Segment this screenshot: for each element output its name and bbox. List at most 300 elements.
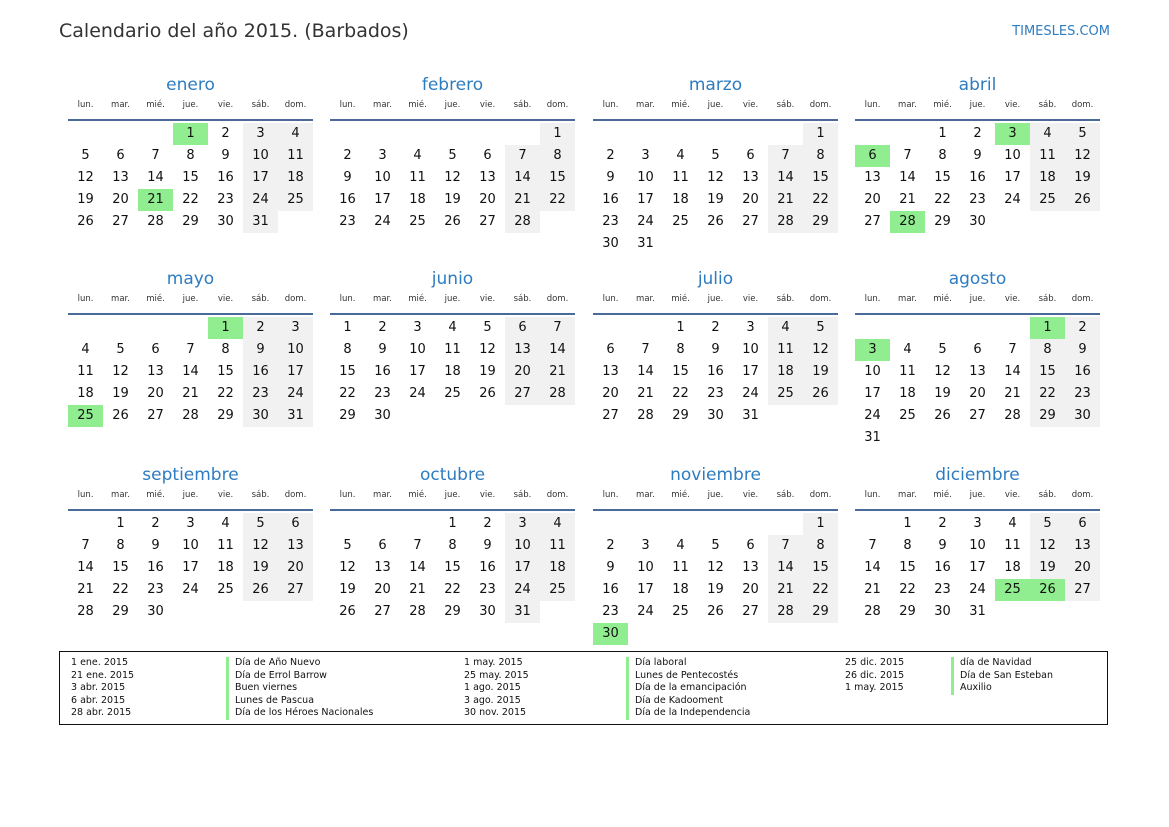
day-cell: 4 — [221, 516, 230, 531]
day-cell: 29 — [803, 601, 838, 623]
day-cell: 14 — [77, 560, 94, 575]
day-cell: 8 — [221, 342, 230, 357]
day-cell: 18 — [768, 361, 803, 383]
day-cell: 20 — [969, 386, 986, 401]
day-cell: 12 — [707, 560, 724, 575]
day-cell: 20 — [374, 582, 391, 597]
day-cell: 19 — [803, 361, 838, 383]
day-cell: 9 — [343, 170, 352, 185]
day-cell: 30 — [969, 214, 986, 229]
weekday-header — [330, 96, 575, 119]
weekday-label: mié. — [933, 490, 952, 500]
day-cell: 12 — [803, 339, 838, 361]
day-cell: 23 — [217, 192, 234, 207]
legend-holiday-name: Día de Errol Barrow — [235, 669, 327, 681]
day-cell: 3 — [746, 320, 755, 335]
month-name: diciembre — [935, 465, 1020, 485]
day-cell: 3 — [278, 317, 313, 339]
day-cell: 28 — [182, 408, 199, 423]
weekday-label: vie. — [1004, 490, 1021, 500]
day-cell: 21 — [864, 582, 881, 597]
day-cell: 18 — [444, 364, 461, 379]
day-grid — [593, 509, 838, 647]
day-cell: 26 — [112, 408, 129, 423]
day-cell: 3 — [186, 516, 195, 531]
weekday-label: sáb. — [251, 100, 270, 110]
day-cell: 19 — [707, 582, 724, 597]
day-cell: 19 — [934, 386, 951, 401]
weekday-label: sáb. — [1038, 100, 1057, 110]
holiday-day-cell: 26 — [1030, 579, 1065, 601]
holiday-day-cell: 21 — [138, 189, 173, 211]
legend-date: 1 ene. 2015 — [71, 657, 128, 668]
day-cell: 3 — [505, 513, 540, 535]
day-cell: 29 — [803, 211, 838, 233]
day-cell: 17 — [864, 386, 881, 401]
day-cell: 23 — [602, 604, 619, 619]
day-cell: 2 — [1065, 317, 1100, 339]
day-cell: 31 — [278, 405, 313, 427]
day-cell: 15 — [1030, 361, 1065, 383]
day-cell: 21 — [409, 582, 426, 597]
day-cell: 2 — [151, 516, 160, 531]
day-cell: 12 — [934, 364, 951, 379]
day-cell: 10 — [243, 145, 278, 167]
weekday-label: jue. — [707, 294, 724, 304]
month-octubre — [330, 464, 575, 625]
day-cell: 21 — [1004, 386, 1021, 401]
weekday-header — [330, 486, 575, 509]
day-cell: 1 — [803, 123, 838, 145]
day-cell: 9 — [973, 148, 982, 163]
day-cell: 1 — [803, 513, 838, 535]
day-cell: 20 — [1065, 557, 1100, 579]
month-name: enero — [166, 75, 215, 95]
month-name: septiembre — [142, 465, 239, 485]
legend-holiday-name: Día de la Independencia — [635, 707, 751, 718]
holiday-day-cell: 1 — [173, 123, 208, 145]
legend-holiday-name: Lunes de Pentecostés — [635, 669, 739, 681]
day-cell: 10 — [409, 342, 426, 357]
day-cell: 20 — [742, 582, 759, 597]
day-cell: 27 — [864, 214, 881, 229]
day-cell: 28 — [540, 383, 575, 405]
weekday-label: dom. — [546, 490, 569, 500]
day-cell: 13 — [1065, 535, 1100, 557]
day-cell: 18 — [672, 582, 689, 597]
day-cell: 5 — [1030, 513, 1065, 535]
day-cell: 17 — [1004, 170, 1021, 185]
day-cell: 11 — [409, 170, 426, 185]
day-cell: 22 — [112, 582, 129, 597]
day-cell: 11 — [444, 342, 461, 357]
day-cell: 12 — [339, 560, 356, 575]
day-cell: 29 — [182, 214, 199, 229]
day-cell: 12 — [243, 535, 278, 557]
weekday-label: mié. — [146, 294, 165, 304]
weekday-label: mié. — [408, 294, 427, 304]
day-cell: 24 — [374, 214, 391, 229]
day-cell: 8 — [186, 148, 195, 163]
day-cell: 24 — [505, 579, 540, 601]
legend-date: 28 abr. 2015 — [71, 707, 132, 718]
weekday-header — [593, 486, 838, 509]
day-cell: 26 — [934, 408, 951, 423]
day-cell: 30 — [479, 604, 496, 619]
day-cell: 28 — [864, 604, 881, 619]
weekday-label: mié. — [408, 100, 427, 110]
weekday-label: sáb. — [513, 294, 532, 304]
site-link[interactable]: TIMESLES.COM — [1012, 24, 1110, 39]
day-cell: 23 — [969, 192, 986, 207]
day-cell: 18 — [217, 560, 234, 575]
day-cell: 25 — [1030, 189, 1065, 211]
day-cell: 7 — [768, 535, 803, 557]
day-cell: 30 — [934, 604, 951, 619]
weekday-label: sáb. — [251, 490, 270, 500]
day-cell: 15 — [899, 560, 916, 575]
legend-date: 1 may. 2015 — [464, 657, 523, 668]
weekday-label: vie. — [742, 490, 759, 500]
day-cell: 16 — [217, 170, 234, 185]
weekday-label: dom. — [1071, 100, 1094, 110]
day-cell: 30 — [374, 408, 391, 423]
day-cell: 15 — [540, 167, 575, 189]
day-cell: 13 — [278, 535, 313, 557]
day-cell: 2 — [711, 320, 720, 335]
holiday-day-cell: 30 — [593, 623, 628, 645]
day-cell: 19 — [1030, 557, 1065, 579]
day-cell: 15 — [803, 167, 838, 189]
day-cell: 18 — [409, 192, 426, 207]
day-cell: 17 — [409, 364, 426, 379]
day-cell: 5 — [711, 148, 720, 163]
weekday-label: sáb. — [251, 294, 270, 304]
page-title: Calendario del año 2015. (Barbados) — [59, 20, 409, 42]
weekday-label: jue. — [444, 490, 461, 500]
day-grid — [330, 509, 575, 625]
day-cell: 16 — [479, 560, 496, 575]
day-grid — [855, 509, 1100, 625]
day-cell: 27 — [147, 408, 164, 423]
weekday-label: lun. — [864, 294, 881, 304]
day-cell: 6 — [746, 148, 755, 163]
day-cell: 25 — [672, 604, 689, 619]
weekday-label: mar. — [373, 294, 392, 304]
holiday-legend — [59, 651, 1108, 725]
day-cell: 29 — [217, 408, 234, 423]
day-cell: 21 — [182, 386, 199, 401]
day-cell: 28 — [768, 601, 803, 623]
day-cell: 31 — [969, 604, 986, 619]
day-cell: 13 — [602, 364, 619, 379]
weekday-label: dom. — [1071, 490, 1094, 500]
day-cell: 5 — [938, 342, 947, 357]
day-cell: 2 — [243, 317, 278, 339]
weekday-header — [593, 96, 838, 119]
day-cell: 13 — [112, 170, 129, 185]
day-cell: 9 — [378, 342, 387, 357]
day-cell: 18 — [899, 386, 916, 401]
day-cell: 16 — [147, 560, 164, 575]
day-cell: 20 — [602, 386, 619, 401]
day-cell: 1 — [903, 516, 912, 531]
day-cell: 5 — [81, 148, 90, 163]
day-cell: 2 — [343, 148, 352, 163]
day-cell: 15 — [672, 364, 689, 379]
day-cell: 9 — [606, 560, 615, 575]
month-name: julio — [697, 269, 734, 289]
holiday-day-cell: 25 — [68, 405, 103, 427]
day-cell: 5 — [343, 538, 352, 553]
day-cell: 30 — [602, 236, 619, 251]
weekday-label: sáb. — [1038, 294, 1057, 304]
day-cell: 28 — [505, 211, 540, 233]
day-cell: 21 — [505, 189, 540, 211]
day-cell: 7 — [868, 538, 877, 553]
day-cell: 29 — [444, 604, 461, 619]
legend-holiday-name: Día de la emancipación — [635, 682, 747, 693]
weekday-label: jue. — [444, 100, 461, 110]
day-cell: 27 — [742, 214, 759, 229]
weekday-label: dom. — [284, 490, 307, 500]
day-cell: 6 — [973, 342, 982, 357]
day-cell: 5 — [483, 320, 492, 335]
weekday-label: vie. — [742, 294, 759, 304]
day-cell: 22 — [444, 582, 461, 597]
weekday-label: dom. — [546, 100, 569, 110]
legend-date: 1 may. 2015 — [845, 682, 904, 693]
day-cell: 14 — [768, 557, 803, 579]
day-cell: 22 — [217, 386, 234, 401]
day-cell: 31 — [742, 408, 759, 423]
weekday-label: lun. — [339, 294, 356, 304]
day-cell: 3 — [378, 148, 387, 163]
day-cell: 19 — [479, 364, 496, 379]
day-cell: 27 — [1065, 579, 1100, 601]
day-cell: 19 — [444, 192, 461, 207]
day-cell: 11 — [768, 339, 803, 361]
weekday-label: mar. — [111, 490, 130, 500]
day-cell: 2 — [606, 538, 615, 553]
day-cell: 14 — [1004, 364, 1021, 379]
weekday-label: lun. — [602, 490, 619, 500]
weekday-header — [855, 290, 1100, 313]
day-cell: 24 — [243, 189, 278, 211]
day-cell: 17 — [637, 582, 654, 597]
weekday-label: jue. — [969, 490, 986, 500]
weekday-label: lun. — [602, 100, 619, 110]
weekday-header — [593, 290, 838, 313]
day-cell: 12 — [1065, 145, 1100, 167]
day-cell: 2 — [938, 516, 947, 531]
day-cell: 2 — [606, 148, 615, 163]
legend-date: 30 nov. 2015 — [464, 707, 527, 718]
day-cell: 2 — [221, 126, 230, 141]
day-cell: 6 — [606, 342, 615, 357]
day-grid — [855, 119, 1100, 235]
day-cell: 2 — [973, 126, 982, 141]
day-cell: 25 — [278, 189, 313, 211]
day-cell: 5 — [1065, 123, 1100, 145]
day-cell: 22 — [934, 192, 951, 207]
day-cell: 15 — [182, 170, 199, 185]
day-cell: 7 — [81, 538, 90, 553]
day-cell: 12 — [112, 364, 129, 379]
weekday-label: mié. — [671, 100, 690, 110]
day-cell: 16 — [243, 361, 278, 383]
legend-dates-col-2 — [464, 657, 529, 720]
day-cell: 28 — [77, 604, 94, 619]
month-junio — [330, 268, 575, 429]
weekday-header — [855, 486, 1100, 509]
day-cell: 17 — [243, 167, 278, 189]
day-cell: 18 — [77, 386, 94, 401]
day-cell: 4 — [540, 513, 575, 535]
day-cell: 10 — [1004, 148, 1021, 163]
weekday-label: mié. — [408, 490, 427, 500]
day-cell: 26 — [707, 214, 724, 229]
legend-holiday-name: Día laboral — [635, 657, 687, 668]
legend-names-col-1 — [226, 657, 373, 720]
day-cell: 13 — [505, 339, 540, 361]
day-cell: 3 — [641, 538, 650, 553]
weekday-label: dom. — [1071, 294, 1094, 304]
day-cell: 8 — [1030, 339, 1065, 361]
day-cell: 6 — [746, 538, 755, 553]
day-cell: 24 — [637, 604, 654, 619]
day-grid — [593, 119, 838, 257]
day-cell: 19 — [112, 386, 129, 401]
day-cell: 22 — [339, 386, 356, 401]
day-cell: 27 — [374, 604, 391, 619]
legend-holiday-name: Día de San Esteban — [960, 669, 1053, 681]
day-cell: 15 — [444, 560, 461, 575]
day-cell: 9 — [221, 148, 230, 163]
legend-date: 3 abr. 2015 — [71, 682, 126, 693]
day-cell: 26 — [444, 214, 461, 229]
day-cell: 7 — [151, 148, 160, 163]
day-cell: 8 — [803, 535, 838, 557]
day-cell: 3 — [413, 320, 422, 335]
day-cell: 29 — [899, 604, 916, 619]
day-cell: 31 — [864, 430, 881, 445]
day-cell: 16 — [969, 170, 986, 185]
day-cell: 7 — [505, 145, 540, 167]
day-cell: 8 — [448, 538, 457, 553]
day-cell: 28 — [637, 408, 654, 423]
day-cell: 25 — [768, 383, 803, 405]
day-cell: 9 — [606, 170, 615, 185]
day-cell: 26 — [479, 386, 496, 401]
day-cell: 16 — [602, 192, 619, 207]
day-cell: 30 — [147, 604, 164, 619]
day-cell: 29 — [339, 408, 356, 423]
day-cell: 30 — [217, 214, 234, 229]
day-cell: 16 — [934, 560, 951, 575]
day-cell: 21 — [77, 582, 94, 597]
weekday-label: mié. — [146, 100, 165, 110]
day-cell: 7 — [903, 148, 912, 163]
weekday-label: sáb. — [513, 100, 532, 110]
day-cell: 26 — [77, 214, 94, 229]
day-cell: 17 — [742, 364, 759, 379]
day-cell: 10 — [505, 535, 540, 557]
weekday-label: mar. — [898, 490, 917, 500]
day-cell: 22 — [1030, 383, 1065, 405]
holiday-day-cell: 1 — [208, 317, 243, 339]
weekday-label: lun. — [339, 490, 356, 500]
day-cell: 8 — [343, 342, 352, 357]
weekday-header — [68, 290, 313, 313]
day-cell: 8 — [938, 148, 947, 163]
day-cell: 12 — [444, 170, 461, 185]
month-name: junio — [431, 269, 474, 289]
weekday-label: mar. — [636, 294, 655, 304]
day-cell: 30 — [707, 408, 724, 423]
day-cell: 6 — [483, 148, 492, 163]
day-cell: 14 — [768, 167, 803, 189]
day-cell: 7 — [641, 342, 650, 357]
month-julio — [593, 268, 838, 429]
weekday-label: mié. — [933, 100, 952, 110]
day-grid — [68, 509, 313, 625]
day-cell: 8 — [116, 538, 125, 553]
weekday-label: vie. — [742, 100, 759, 110]
month-febrero — [330, 74, 575, 235]
day-cell: 4 — [676, 148, 685, 163]
day-grid — [855, 313, 1100, 451]
day-cell: 19 — [1065, 167, 1100, 189]
day-cell: 8 — [676, 342, 685, 357]
day-cell: 11 — [672, 170, 689, 185]
day-cell: 26 — [243, 579, 278, 601]
day-cell: 18 — [540, 557, 575, 579]
day-cell: 23 — [707, 386, 724, 401]
weekday-label: sáb. — [776, 100, 795, 110]
day-cell: 4 — [413, 148, 422, 163]
weekday-label: vie. — [1004, 100, 1021, 110]
day-cell: 23 — [602, 214, 619, 229]
weekday-header — [68, 486, 313, 509]
day-cell: 14 — [505, 167, 540, 189]
month-name: mayo — [166, 269, 215, 289]
weekday-label: jue. — [182, 100, 199, 110]
day-cell: 24 — [182, 582, 199, 597]
day-cell: 25 — [540, 579, 575, 601]
day-cell: 6 — [278, 513, 313, 535]
day-cell: 31 — [505, 601, 540, 623]
day-cell: 25 — [217, 582, 234, 597]
weekday-label: lun. — [77, 294, 94, 304]
day-cell: 6 — [151, 342, 160, 357]
day-cell: 16 — [374, 364, 391, 379]
day-cell: 24 — [864, 408, 881, 423]
weekday-label: dom. — [809, 490, 832, 500]
day-cell: 10 — [969, 538, 986, 553]
day-cell: 4 — [81, 342, 90, 357]
day-cell: 23 — [934, 582, 951, 597]
day-cell: 8 — [903, 538, 912, 553]
day-cell: 25 — [409, 214, 426, 229]
day-grid — [330, 119, 575, 235]
day-cell: 26 — [1065, 189, 1100, 211]
legend-dates-col-1 — [71, 657, 134, 720]
day-cell: 4 — [768, 317, 803, 339]
day-cell: 15 — [217, 364, 234, 379]
weekday-label: vie. — [217, 294, 234, 304]
weekday-label: mié. — [671, 490, 690, 500]
